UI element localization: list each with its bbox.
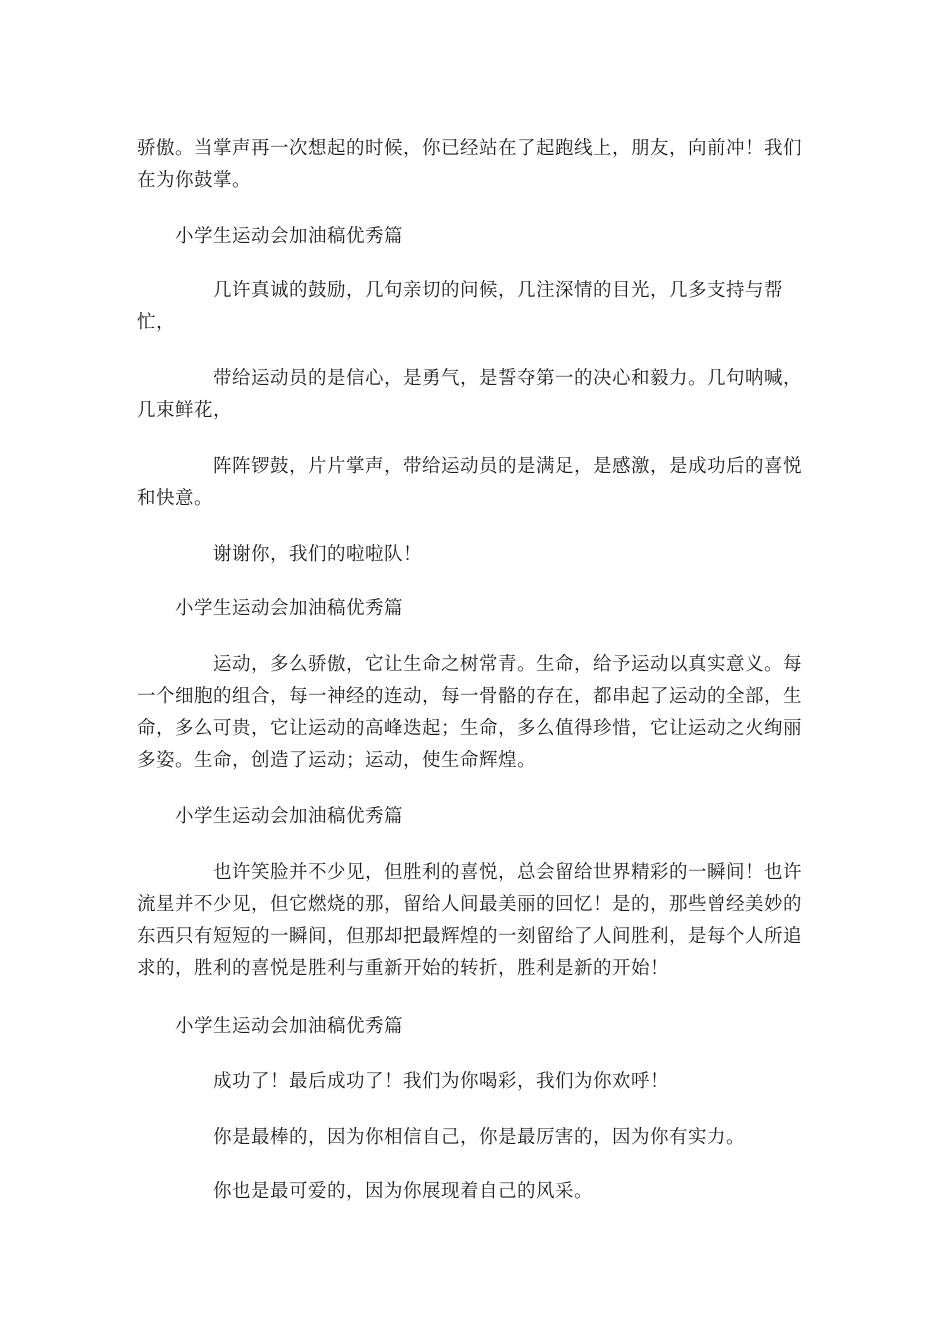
paragraph-continued: 骄傲。当掌声再一次想起的时候，你已经站在了起跑线上，朋友，向前冲！我们在为你鼓掌。 xyxy=(137,138,803,191)
paragraph: 几许真诚的鼓励，几句亲切的问候，几注深情的目光，几多支持与帮忙， xyxy=(137,280,784,333)
paragraph: 也许笑脸并不少见，但胜利的喜悦，总会留给世界精彩的一瞬间！也许流星并不少见，但它燃烧的那，留给人间最美丽的回忆！是的，那些曾经美妙的东西只有短短的一瞬间，但那却把最辉煌的一刻留给了人间胜利，是每个人所追求的，胜利的喜悦是胜利与重新开始的转折，胜利是新的开始！ xyxy=(137,862,803,979)
paragraph: 成功了！最后成功了！我们为你喝彩，我们为你欢呼！ xyxy=(213,1071,670,1092)
section-heading: 小学生运动会加油稿优秀篇 xyxy=(175,1016,404,1037)
paragraph: 你也是最可爱的，因为你展现着自己的风采。 xyxy=(213,1181,594,1202)
section-heading: 小学生运动会加油稿优秀篇 xyxy=(175,806,404,827)
paragraph: 带给运动员的是信心，是勇气，是誓夺第一的决心和毅力。几句呐喊，几束鲜花， xyxy=(137,368,803,421)
paragraph: 阵阵锣鼓，片片掌声，带给运动员的是满足，是感激，是成功后的喜悦和快意。 xyxy=(137,456,803,509)
paragraph: 你是最棒的，因为你相信自己，你是最厉害的，因为你有实力。 xyxy=(213,1127,746,1148)
section-heading: 小学生运动会加油稿优秀篇 xyxy=(175,598,404,619)
section-heading: 小学生运动会加油稿优秀篇 xyxy=(175,226,404,247)
paragraph: 谢谢你，我们的啦啦队！ xyxy=(213,544,423,565)
paragraph: 运动，多么骄傲，它让生命之树常青。生命，给予运动以真实意义。每一个细胞的组合，每一神经的连动，每一骨骼的存在，都串起了运动的全部，生命，多么可贵，它让运动的高峰迭起；生命，多么值得珍惜，它让运动之火绚丽多姿。生命，创造了运动；运动，使生命辉煌。 xyxy=(137,654,803,771)
